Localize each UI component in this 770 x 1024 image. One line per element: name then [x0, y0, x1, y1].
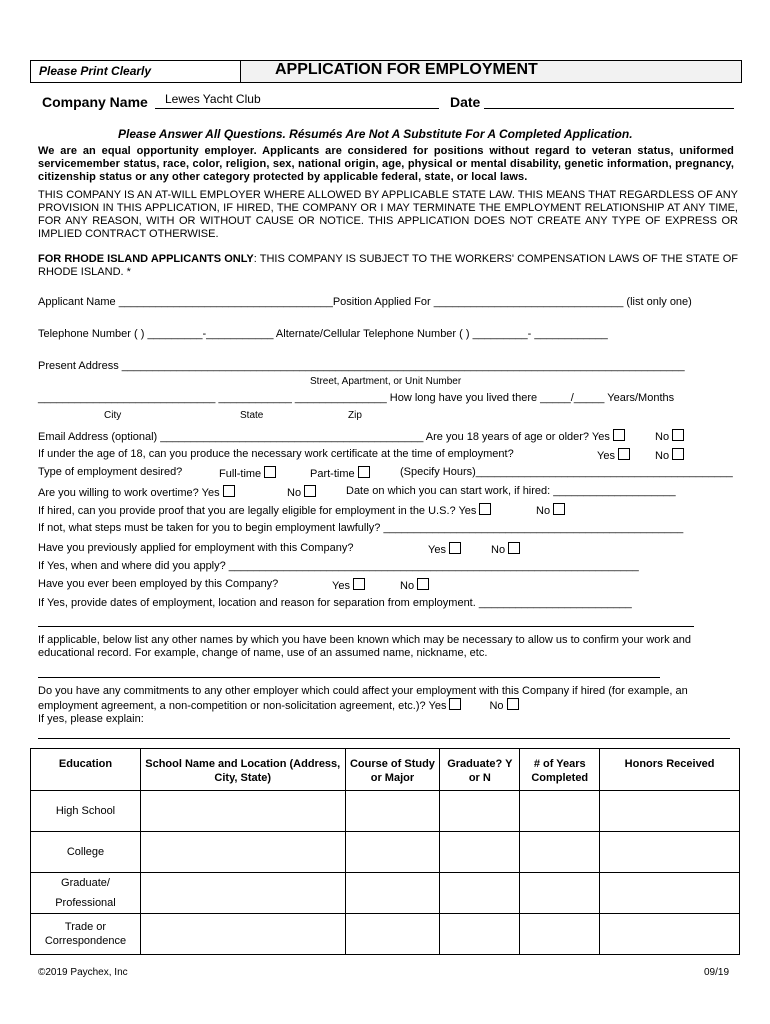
- employed-no-label: No: [400, 580, 415, 592]
- table-cell[interactable]: [140, 914, 345, 955]
- table-cell[interactable]: [600, 832, 740, 873]
- commitments-text: Do you have any commitments to any other employer which could affect your employment with this Company if hired (for example, an employment agreement, a non-competition or non-solicitation agreement, etc.)? Yes: [38, 685, 688, 712]
- previously-applied-question: Have you previously applied for employment with this Company?: [38, 542, 354, 554]
- table-cell[interactable]: [345, 914, 440, 955]
- date-label: Date: [450, 94, 481, 110]
- applied-no-label: No: [491, 544, 506, 556]
- city-caption: City: [104, 410, 122, 421]
- date-line[interactable]: [484, 108, 734, 109]
- row-label-trade-correspondence: Trade or Correspondence: [31, 914, 141, 955]
- overtime-yes-checkbox[interactable]: [223, 485, 235, 497]
- commitments-no-label: No: [489, 700, 504, 712]
- overtime-no-label: No: [287, 487, 302, 499]
- present-address-field[interactable]: Present Address ____________________________________________________________________________________________: [38, 360, 685, 372]
- table-cell[interactable]: [520, 791, 600, 832]
- lawful-steps-field[interactable]: If not, what steps must be taken for you to begin employment lawfully? _________________________________________________: [38, 522, 684, 534]
- table-cell[interactable]: [520, 873, 600, 914]
- applied-no-option: [491, 542, 520, 556]
- proof-no-label: No: [536, 505, 551, 517]
- employment-dates-line[interactable]: [38, 626, 694, 627]
- form-header: [30, 60, 742, 83]
- cert-no-option: [655, 448, 684, 462]
- at-will-statement: THIS COMPANY IS AN AT-WILL EMPLOYER WHERE ALLOWED BY APPLICABLE STATE LAW. THIS MEANS THAT REGARDLESS OF ANY PROVISION IN THIS APPLICATION, IF HIRED, THE COMPANY OR I MAY TERMINATE THE EMPLOYMENT RELATIONSHIP AT ANY TIME, FOR ANY REASON, WITH OR WITHOUT CAUSE OR NOTICE. THIS APPLICATION DOES NOT CREATE ANY TYPE OF EXPRESS OR IMPLIED CONTRACT OTHERWISE.: [38, 189, 738, 240]
- table-cell[interactable]: [600, 914, 740, 955]
- school-name-header: School Name and Location (Address, City, State): [140, 749, 345, 791]
- proof-yes-option: [38, 503, 491, 517]
- table-cell[interactable]: [600, 873, 740, 914]
- row-label-graduate-professional: Graduate/ Professional: [31, 873, 141, 914]
- copyright: ©2019 Paychex, Inc: [38, 967, 128, 978]
- table-row: [31, 791, 740, 832]
- company-name-line: [155, 108, 439, 109]
- age-yes-checkbox[interactable]: [613, 429, 625, 441]
- commitments-question: [38, 685, 738, 713]
- work-certificate-question: If under the age of 18, can you produce the necessary work certificate at the time of employment?: [38, 448, 514, 460]
- email-age-row: [38, 429, 625, 443]
- applicant-name-field[interactable]: Applicant Name ___________________________________Position Applied For _______________________________ (list only one): [38, 296, 692, 308]
- table-row: [31, 914, 740, 955]
- full-time-option: [219, 466, 276, 480]
- print-clearly-label: Please Print Clearly: [31, 61, 241, 82]
- full-time-label: Full-time: [219, 468, 262, 480]
- table-row: [31, 832, 740, 873]
- rhode-island-notice: [38, 253, 738, 279]
- state-caption: State: [240, 410, 264, 421]
- other-names-instructions: If applicable, below list any other names by which you have been known which may be necessary to allow us to confirm your work and educational record. For example, change of name, use of an assumed name, nickname, etc.: [38, 634, 692, 659]
- cert-yes-option: [597, 448, 630, 462]
- cert-yes-checkbox[interactable]: [618, 448, 630, 460]
- commitments-no-checkbox[interactable]: [507, 698, 519, 710]
- row-label-high-school: High School: [31, 791, 141, 832]
- part-time-checkbox[interactable]: [358, 466, 370, 478]
- specify-hours-field[interactable]: (Specify Hours)__________________________________________: [400, 466, 733, 478]
- cert-no-label: No: [655, 450, 670, 462]
- overtime-question: Are you willing to work overtime? Yes: [38, 487, 220, 499]
- proof-question: If hired, can you provide proof that you are legally eligible for employment in the U.S.? Yes: [38, 505, 477, 517]
- full-time-checkbox[interactable]: [264, 466, 276, 478]
- table-cell[interactable]: [440, 832, 520, 873]
- graduate-header: Graduate? Y or N: [440, 749, 520, 791]
- table-cell[interactable]: [140, 791, 345, 832]
- employed-yes-option: [332, 578, 365, 592]
- rhode-island-heading: FOR RHODE ISLAND APPLICANTS ONLY: [38, 253, 254, 265]
- row-label-college: College: [31, 832, 141, 873]
- table-cell[interactable]: [600, 791, 740, 832]
- age-no-label: No: [655, 431, 670, 443]
- proof-no-checkbox[interactable]: [553, 503, 565, 515]
- city-state-zip-field[interactable]: _____________________________ ____________ _______________ How long have you lived there _____/_____ Years/Months: [38, 392, 675, 404]
- zip-caption: Zip: [348, 410, 362, 421]
- table-cell[interactable]: [440, 914, 520, 955]
- table-cell[interactable]: [140, 832, 345, 873]
- employed-no-option: [400, 578, 429, 592]
- street-caption: Street, Apartment, or Unit Number: [310, 376, 462, 387]
- employed-yes-checkbox[interactable]: [353, 578, 365, 590]
- age-no-checkbox[interactable]: [672, 429, 684, 441]
- table-cell[interactable]: [140, 873, 345, 914]
- employment-type-question: Type of employment desired?: [38, 466, 183, 478]
- employed-no-checkbox[interactable]: [417, 578, 429, 590]
- overtime-no-checkbox[interactable]: [304, 485, 316, 497]
- table-cell[interactable]: [440, 791, 520, 832]
- proof-no-option: [536, 503, 565, 517]
- cert-no-checkbox[interactable]: [672, 448, 684, 460]
- honors-header: Honors Received: [600, 749, 740, 791]
- when-where-applied-field[interactable]: If Yes, when and where did you apply? ___________________________________________________________________: [38, 560, 639, 572]
- overtime-yes-option: [38, 485, 235, 499]
- answer-all-notice: Please Answer All Questions. Résumés Are Not A Substitute For A Completed Application.: [118, 127, 633, 141]
- company-name-label: Company Name: [42, 94, 148, 110]
- telephone-field[interactable]: Telephone Number ( ) _________-___________ Alternate/Cellular Telephone Number ( ) _________- ____________: [38, 328, 608, 340]
- cert-yes-label: Yes: [597, 450, 615, 462]
- start-date-field[interactable]: Date on which you can start work, if hired: ____________________: [346, 485, 676, 497]
- age-no-option: [655, 429, 684, 443]
- email-field[interactable]: Email Address (optional) ___________________________________________ Are you 18 years of age or older? Yes: [38, 431, 610, 443]
- years-completed-header: # of Years Completed: [520, 749, 600, 791]
- employed-yes-label: Yes: [332, 580, 350, 592]
- part-time-label: Part-time: [310, 468, 355, 480]
- table-cell[interactable]: [440, 873, 520, 914]
- overtime-no-option: [287, 485, 316, 499]
- table-cell[interactable]: [345, 873, 440, 914]
- applied-yes-option: [428, 542, 461, 556]
- rhode-island-text: : THIS COMPANY IS SUBJECT TO THE WORKERS' COMPENSATION LAWS OF THE STATE OF RHODE ISLAND. *: [38, 253, 739, 278]
- table-cell[interactable]: [520, 914, 600, 955]
- explain-label: If yes, please explain:: [38, 713, 144, 725]
- applied-no-checkbox[interactable]: [508, 542, 520, 554]
- table-cell[interactable]: [345, 832, 440, 873]
- applied-yes-checkbox[interactable]: [449, 542, 461, 554]
- table-cell[interactable]: [345, 791, 440, 832]
- form-version: 09/19: [704, 967, 730, 978]
- education-table: [30, 748, 740, 955]
- education-header: Education: [31, 749, 141, 791]
- table-cell[interactable]: [520, 832, 600, 873]
- eeo-statement: We are an equal opportunity employer. Applicants are considered for positions without regard to veteran status, uniformed servicemember status, race, color, religion, sex, national origin, age, physical or mental disability, genetic information, pregnancy, citizenship status or any other category protected by applicable federal, state, or local laws.: [38, 145, 734, 183]
- part-time-option: [310, 466, 370, 480]
- other-names-line[interactable]: [38, 677, 660, 678]
- applied-yes-label: Yes: [428, 544, 446, 556]
- proof-yes-checkbox[interactable]: [479, 503, 491, 515]
- course-of-study-header: Course of Study or Major: [345, 749, 440, 791]
- company-name-value[interactable]: Lewes Yacht Club: [165, 92, 261, 106]
- education-header-row: [31, 749, 740, 791]
- explain-line[interactable]: [38, 738, 730, 739]
- employment-dates-field[interactable]: If Yes, provide dates of employment, location and reason for separation from employment. _________________________: [38, 597, 632, 609]
- commitments-yes-checkbox[interactable]: [449, 698, 461, 710]
- table-row: [31, 873, 740, 914]
- previously-employed-question: Have you ever been employed by this Company?: [38, 578, 279, 590]
- form-title: APPLICATION FOR EMPLOYMENT: [275, 61, 538, 78]
